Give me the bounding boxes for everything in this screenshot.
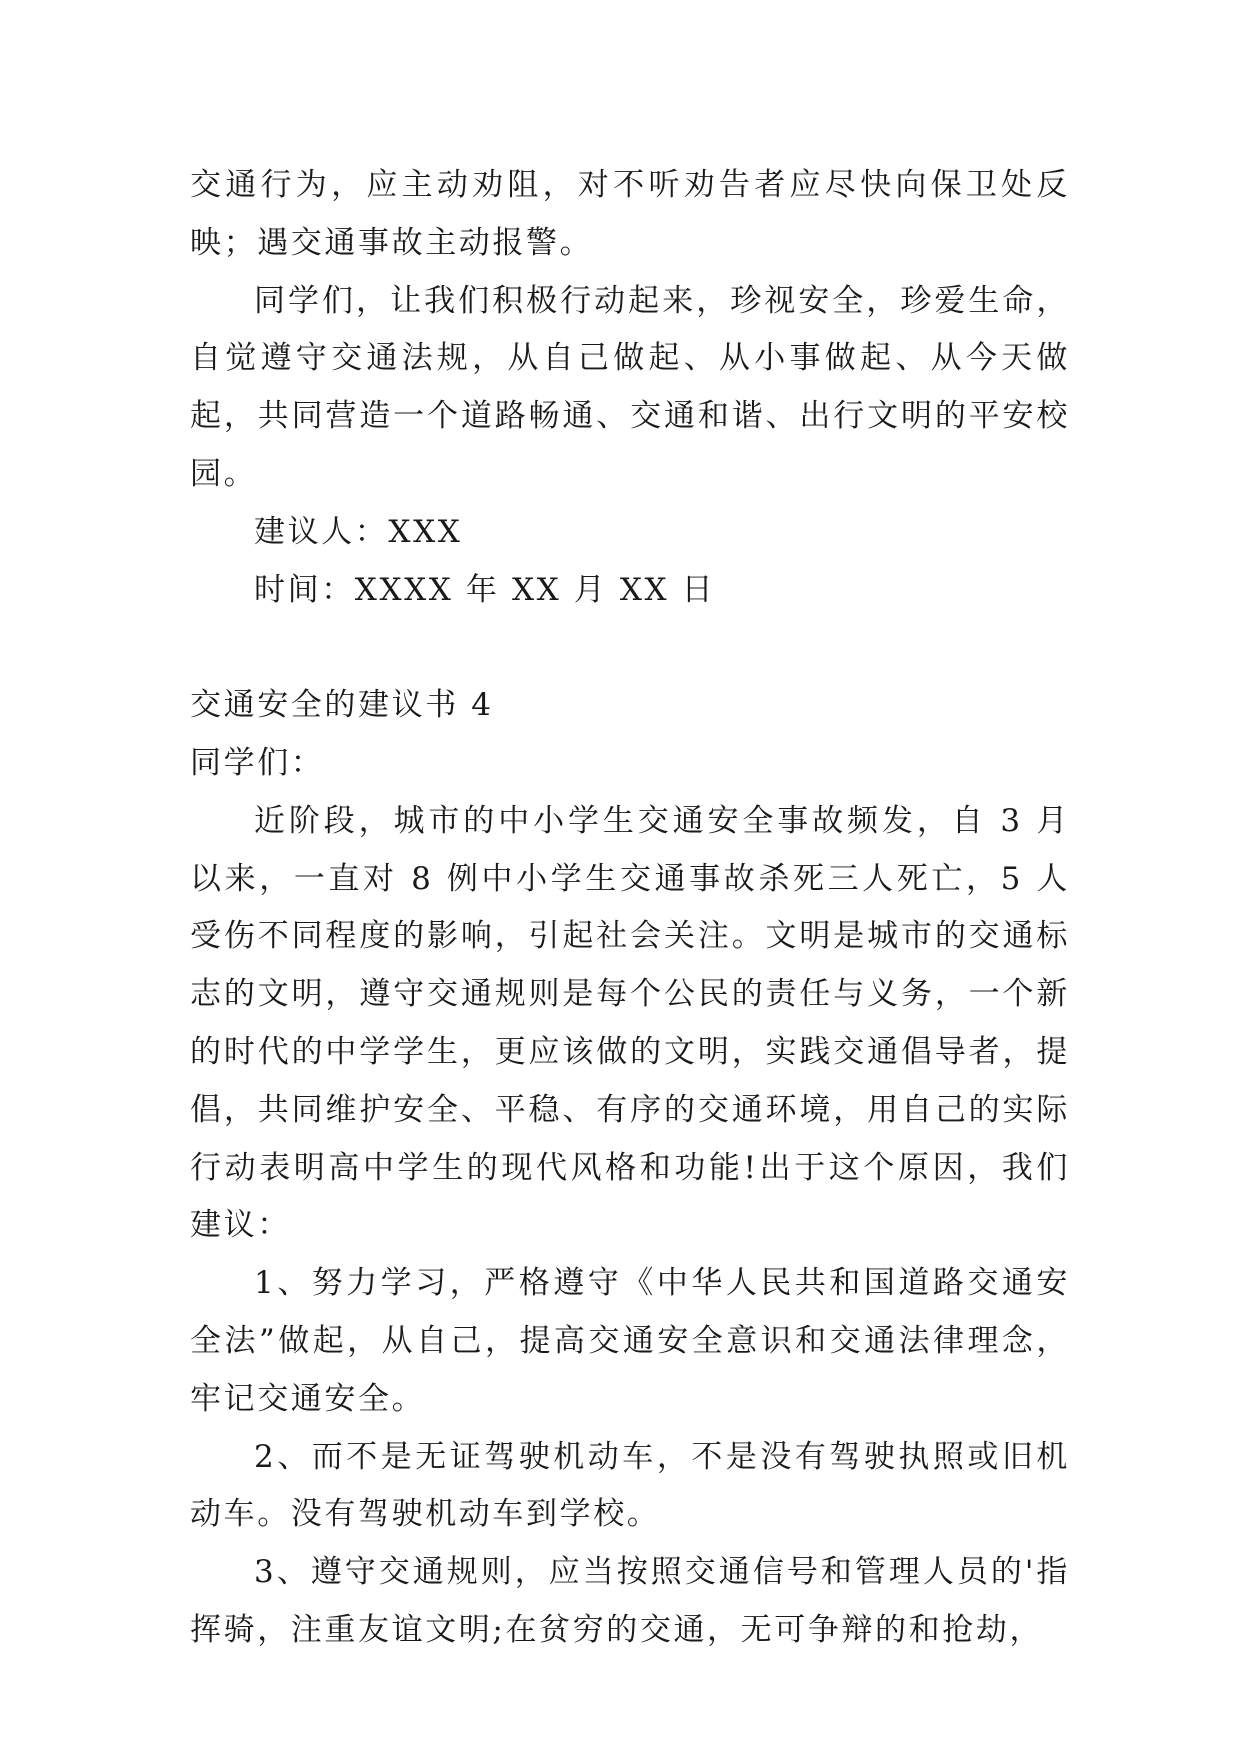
- salutation: 同学们：: [190, 744, 325, 781]
- proposer-line: 建议人：XXX: [254, 513, 463, 550]
- list-item-3: 3、遵守交通规则，应当按照交通信号和管理人员的'指挥骑，注重友谊文明;在贫穷的交通，无可争辩的和抢劫，: [190, 1554, 1070, 1648]
- paragraph-call-to-action: 同学们，让我们积极行动起来，珍视安全，珍爱生命，自觉遵守交通法规，从自己做起、从小事做起、从今天做起，共同营造一个道路畅通、交通和谐、出行文明的平安校园。: [190, 282, 1070, 492]
- paragraph-intro: 近阶段，城市的中小学生交通安全事故频发，自 3 月以来，一直对 8 例中小学生交通事故杀死三人死亡，5 人受伤不同程度的影响，引起社会关注。文明是城市的交通标志的文明，遵守交通规则是每个公民的责任与义务，一个新的时代的中学学生，更应该做的文明，实践交通倡导者，提倡，共同维护安全、平稳、有序的交通环境，用自己的实际行动表明高中学生的现代风格和功能!出于这个原因，我们建议：: [190, 802, 1070, 1244]
- document-body: [190, 157, 1070, 1660]
- section-title: 交通安全的建议书 4: [190, 687, 494, 724]
- list-item-2: 2、而不是无证驾驶机动车，不是没有驾驶执照或旧机动车。没有驾驶机动车到学校。: [190, 1438, 1070, 1533]
- date-line: 时间：XXXX 年 XX 月 XX 日: [254, 571, 716, 608]
- section-gap: [190, 619, 1070, 677]
- paragraph-continuation: 交通行为，应主动劝阻，对不听劝告者应尽快向保卫处反映；遇交通事故主动报警。: [190, 167, 1070, 261]
- list-item-1: 1、努力学习，严格遵守《中华人民共和国道路交通安全法”做起，从自己，提高交通安全意识和交通法律理念，牢记交通安全。: [190, 1265, 1070, 1417]
